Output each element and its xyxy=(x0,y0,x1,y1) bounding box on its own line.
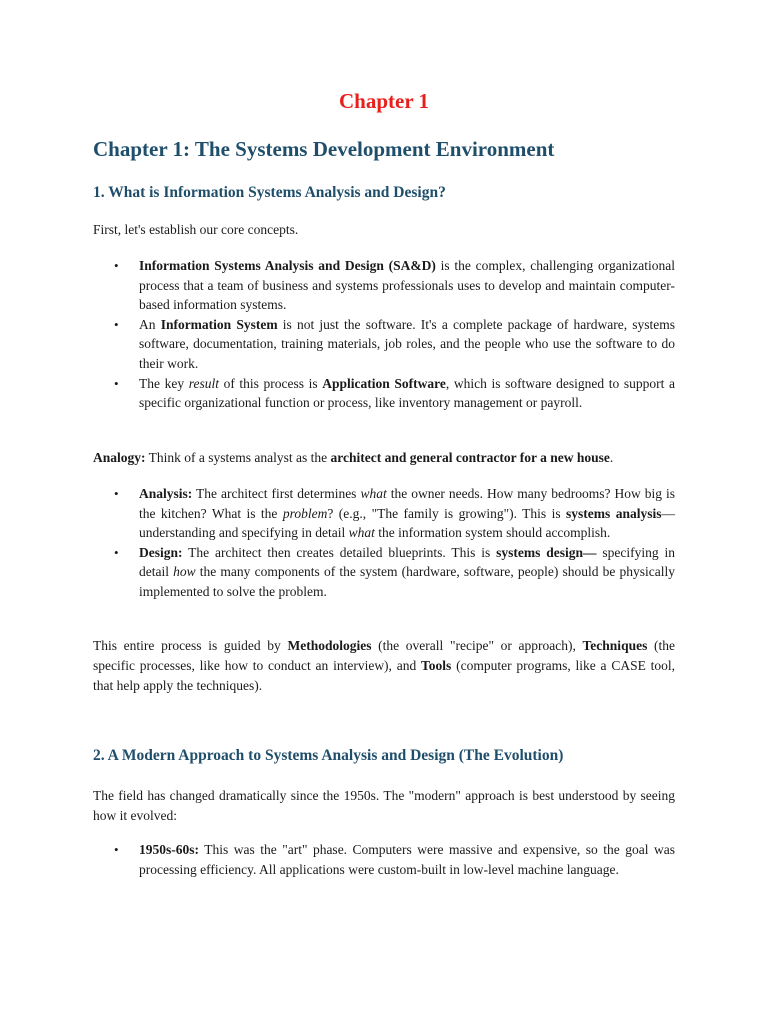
emphasis: Methodologies xyxy=(287,638,372,653)
list-item-text: the many components of the system (hardware, software, people) should be physically implemented to solve the problem. xyxy=(139,564,675,599)
emphasis: systems analysis xyxy=(566,505,662,521)
section-1-intro: First, let's establish our core concepts. xyxy=(93,222,299,237)
paragraph-text: This entire process is guided by xyxy=(93,638,288,653)
list-item-text: the information system should accomplish. xyxy=(374,525,611,541)
list-item-text: An xyxy=(139,316,161,332)
list-item-text: specifying in detail xyxy=(139,544,675,580)
list-item-text: The architect then creates detailed blueprints. This is xyxy=(182,544,497,560)
bullet-glyph: • xyxy=(114,486,119,501)
emphasis: what xyxy=(360,486,387,501)
paragraph-text: (the specific processes, like how to conduct an interview), and xyxy=(93,638,675,673)
analogy-list xyxy=(93,484,675,602)
concepts-list xyxy=(93,256,675,413)
emphasis: Tools xyxy=(421,658,452,673)
list-item-text: ? (e.g., "The family is growing"). This is xyxy=(327,505,567,521)
emphasis: what xyxy=(348,525,375,541)
emphasis: how xyxy=(173,564,196,580)
emphasis: problem xyxy=(282,505,328,521)
bullet-glyph: • xyxy=(114,375,119,391)
list-item xyxy=(93,840,675,879)
list-item-text: the owner needs. How many bedrooms? How big is the kitchen? What is the xyxy=(139,486,675,521)
list-item-text: of this process is xyxy=(218,375,323,391)
paragraph-text: Think of a systems analyst as the xyxy=(145,450,331,465)
list-item-text: The architect first determines xyxy=(192,486,361,501)
list-item-text: is the complex, challenging organizational process that a team of business and systems professionals uses to develop and maintain computer-based information systems. xyxy=(139,258,675,313)
term-sad: Information Systems Analysis and Design (SA&D) xyxy=(139,258,436,273)
analogy-label: Analogy: xyxy=(93,450,146,465)
list-item-text: The key xyxy=(139,375,189,391)
list-item-text: —understanding and specifying in detail xyxy=(139,505,675,541)
analysis-label: Analysis: xyxy=(139,486,193,501)
bullet-glyph: • xyxy=(114,316,119,332)
emphasis: Techniques xyxy=(582,638,648,653)
analogy-paragraph xyxy=(93,448,675,468)
bullet-glyph: • xyxy=(114,842,119,857)
term-application-software: Application Software xyxy=(322,375,446,391)
era-label: 1950s-60s: xyxy=(139,842,199,857)
list-item-text: , which is software designed to support a specific organizational function or process, like inventory management or payroll. xyxy=(139,375,675,411)
list-item xyxy=(93,484,675,543)
list-item xyxy=(93,256,675,315)
list-item xyxy=(93,374,675,413)
design-label: Design: xyxy=(139,544,183,560)
term-information-system: Information System xyxy=(160,316,278,332)
chapter-title: Chapter 1: The Systems Development Environment xyxy=(93,137,555,161)
emphasis: result xyxy=(188,375,219,391)
list-item xyxy=(93,315,675,374)
list-item-text: This was the "art" phase. Computers were massive and expensive, so the goal was processing efficiency. All applications were custom-built in low-level machine language. xyxy=(139,842,675,877)
evolution-list xyxy=(93,840,675,879)
section-2-intro: The field has changed dramatically since the 1950s. The "modern" approach is best understood by seeing how it evolved: xyxy=(93,788,675,823)
paragraph-text: . xyxy=(609,450,614,465)
paragraph-text: (computer programs, like a CASE tool, that help apply the techniques). xyxy=(93,658,675,693)
section-2-heading: 2. A Modern Approach to Systems Analysis and Design (The Evolution) xyxy=(93,747,564,764)
paragraph-text: (the overall "recipe" or approach), xyxy=(371,638,583,653)
list-item xyxy=(93,543,675,602)
emphasis: architect and general contractor for a new house xyxy=(330,450,610,465)
section-1-heading: 1. What is Information Systems Analysis and Design? xyxy=(93,184,446,201)
closing-paragraph xyxy=(93,636,675,696)
bullet-glyph: • xyxy=(114,258,119,273)
emphasis: systems design— xyxy=(496,544,597,560)
chapter-label: Chapter 1 xyxy=(338,89,430,113)
list-item-text: is not just the software. It's a complete package of hardware, systems software, documentation, training materials, job roles, and the people who use the software to do their work. xyxy=(139,316,676,371)
bullet-glyph: • xyxy=(114,544,119,560)
